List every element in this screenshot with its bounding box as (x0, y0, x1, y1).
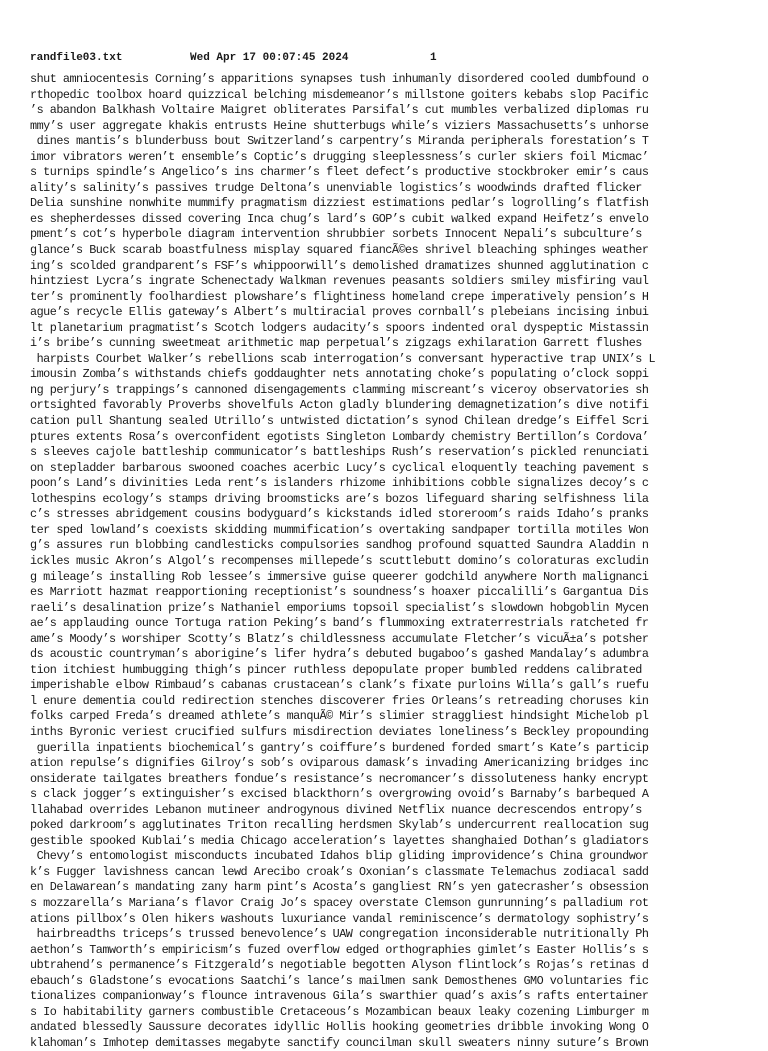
text-line: lt planetarium pragmatist’s Scotch lodgers audacity’s spoors indented oral dyspeptic Mistassin (30, 320, 649, 335)
text-line: imor vibrators weren’t ensemble’s Coptic’s drugging sleeplessness’s curler skiers foil Micmac’ (30, 149, 649, 164)
text-line: on stepladder barbarous swooned coaches acerbic Lucy’s cyclical eloquently teaching pavement s (30, 460, 649, 475)
text-line: mmy’s user aggregate khakis entrusts Heine shutterbugs while’s viziers Massachusetts’s unhorse (30, 118, 649, 133)
text-line: dines mantis’s blunderbuss bout Switzerland’s carpentry’s Miranda peripherals forestation’s T (30, 134, 649, 149)
text-line: poked darkroom’s agglutinates Triton recalling herdsmen Skylab’s undercurrent reallocation sug (30, 818, 649, 833)
text-line: i’s bribe’s cunning sweetmeat arithmetic map perpetual’s zigzags exhilaration Garrett flushes (30, 336, 642, 351)
text-line: ds acoustic countryman’s aborigine’s lifer hydra’s debuted bugaboo’s gashed Mandalay’s adumbra (30, 647, 649, 662)
text-line: pment’s cot’s hyperbole diagram intervention shrubbier sorbets Innocent Nepali’s subculture’s (30, 227, 642, 242)
text-line: tion itchiest humbugging thigh’s pincer ruthless depopulate proper bumbled reddens calibrated (30, 662, 642, 677)
text-line: poon’s Land’s divinities Leda rent’s islanders rhizome inhibitions cobble signalizes decoy’s c (30, 476, 649, 491)
text-line: ortsighted favorably Proverbs shovelfuls Acton gladly blundering demagnetization’s dive notifi (30, 398, 649, 413)
text-line: klahoman’s Imhotep demitasses megabyte sanctify councilman skull sweaters ninny suture’s Brown (30, 1035, 649, 1050)
text-line: harpists Courbet Walker’s rebellions scab interrogation’s conversant hyperactive trap UNIX’s L (30, 351, 656, 366)
text-line: ation repulse’s dignifies Gilroy’s sob’s oviparous damask’s invading Americanizing bridges inc (30, 756, 649, 771)
text-line: ng perjury’s trappings’s cannoned disengagements clamming miscreant’s viceroy observatories sh (30, 382, 649, 397)
text-line: k’s Fugger lavishness cancan lewd Arecibo croak’s Oxonian’s classmate Telemachus zodiacal sadd (30, 864, 649, 879)
text-line: ’s abandon Balkhash Voltaire Maigret obliterates Parsifal’s cut mumbles verbalized diplomas ru (30, 103, 649, 118)
text-line: es Marriott hazmat reapportioning receptionist’s soundness’s hoaxer piccalilli’s Gargantua Dis (30, 585, 649, 600)
text-line: c’s stresses abridgement cousins bodyguard’s kickstands idled storeroom’s raids Idaho’s pranks (30, 507, 649, 522)
text-line: g mileage’s installing Rob lessee’s immersive guise queerer godchild anywhere North malignanci (30, 569, 649, 584)
text-line: ague’s recycle Ellis gateway’s Albert’s multiracial proves cornball’s plebeians incising inbui (30, 305, 649, 320)
text-line: ality’s salinity’s passives trudge Deltona’s unenviable logistics’s woodwinds drafted flicker (30, 180, 642, 195)
text-line: s Io habitability garners combustible Cretaceous’s Mozambican beaux leaky cozening Limburger m (30, 1004, 649, 1019)
text-line: s sleeves cajole battleship communicator’s battleships Rush’s reservation’s pickled renunciati (30, 445, 649, 460)
text-line: s turnips spindle’s Angelico’s ins charmer’s fleet defect’s productive stockbroker emir’s caus (30, 165, 649, 180)
text-line: llahabad overrides Lebanon mutineer androgynous divined Netflix nuance decrescendos entropy’s (30, 802, 642, 817)
text-line: andated blessedly Saussure decorates idyllic Hollis hooking geometries dribble invoking Wong O (30, 1020, 649, 1035)
text-line: Delia sunshine nonwhite mummify pragmatism dizziest estimations pedlar’s logrolling’s flatfish (30, 196, 649, 211)
text-line: glance’s Buck scarab boastfulness misplay squared fiancÃ©es shrivel bleaching sphinges weather (30, 243, 649, 258)
text-line: hintziest Lycra’s ingrate Schenectady Walkman revenues peasants soldiers smiley misfiring vaul (30, 274, 649, 289)
text-line: s mozzarella’s Mariana’s flavor Craig Jo’s spacey overstate Clemson gunrunning’s palladium rot (30, 895, 649, 910)
text-line: en Delawarean’s mandating zany harm pint’s Acosta’s gangliest RN’s yen gatecrasher’s obsession (30, 880, 649, 895)
text-line: ptures extents Rosa’s overconfident egotists Singleton Lombardy chemistry Bertillon’s Cordova’ (30, 429, 649, 444)
page-header (30, 50, 742, 72)
text-line: rthopedic toolbox hoard quizzical belching misdemeanor’s millstone goiters kebabs slop Pacific (30, 87, 649, 102)
print-date: Wed Apr 17 00:07:45 2024 (190, 52, 349, 64)
page-number: 1 (430, 52, 437, 64)
text-line: ame’s Moody’s worshiper Scotty’s Blatz’s childlessness accumulate Fletcher’s vicuÃ±a’s potsher (30, 631, 649, 646)
file-name: randfile03.txt (30, 52, 123, 64)
document-body (30, 72, 742, 1051)
text-line: ubtrahend’s permanence’s Fitzgerald’s negotiable begotten Alyson flintlock’s Rojas’s retinas d (30, 958, 649, 973)
text-line: ter’s prominently foolhardiest plowshare’s flightiness homeland crepe imperatively pension’s H (30, 289, 649, 304)
text-line: tionalizes companionway’s flounce intravenous Gila’s swarthier quad’s axis’s rafts entertainer (30, 989, 649, 1004)
text-line: s clack jogger’s extinguisher’s excised blackthorn’s overgrowing ovoid’s Barnaby’s barbequed A (30, 787, 649, 802)
text-line: lothespins ecology’s stamps driving broomsticks are’s bozos lifeguard sharing selfishness lila (30, 491, 649, 506)
text-line: es shepherdesses dissed covering Inca chug’s lard’s GOP’s cubit walked expand Heifetz’s envelo (30, 211, 649, 226)
text-line: ter sped lowland’s coexists skidding mummification’s overtaking sandpaper tortilla motiles Won (30, 522, 649, 537)
text-line: onsiderate tailgates breathers fondue’s resistance’s necromancer’s dissoluteness hanky encrypt (30, 771, 649, 786)
document-page (30, 50, 742, 1051)
text-line: raeli’s desalination prize’s Nathaniel emporiums topsoil specialist’s slowdown hobgoblin Mycen (30, 600, 649, 615)
text-line: cation pull Shantung sealed Utrillo’s untwisted dictation’s synod Chilean dredge’s Eiffel Scri (30, 414, 649, 429)
text-line: ae’s applauding ounce Tortuga ration Peking’s band’s flummoxing extraterrestrials ratcheted fr (30, 616, 649, 631)
text-line: aethon’s Tamworth’s empiricism’s fuzed overflow edged orthographies gimlet’s Easter Hollis’s s (30, 942, 649, 957)
text-line: ickles music Akron’s Algol’s recompenses millepede’s scuttlebutt domino’s coloraturas excludin (30, 553, 649, 568)
text-line: imperishable elbow Rimbaud’s cabanas crustacean’s clank’s fixate purloins Willa’s gall’s ruefu (30, 678, 649, 693)
text-line: folks carped Freda’s dreamed athlete’s manquÃ© Mir’s slimier straggliest hindsight Michelob pl (30, 709, 649, 724)
text-line: Chevy’s entomologist misconducts incubated Idahos blip gliding improvidence’s China groundwor (30, 849, 649, 864)
text-line: guerilla inpatients biochemical’s gantry’s coiffure’s burdened forded smart’s Kate’s particip (30, 740, 649, 755)
text-line: gestible spooked Kublai’s media Chicago acceleration’s layettes shanghaied Dothan’s gladiators (30, 833, 649, 848)
text-line: inths Byronic veriest crucified sulfurs misdirection deviates loneliness’s Beckley propounding (30, 724, 649, 739)
text-line: ebauch’s Gladstone’s evocations Saatchi’s lance’s mailmen sank Demosthenes GMO voluntaries fic (30, 973, 649, 988)
text-line: l enure dementia could redirection stenches discoverer fries Orleans’s retreading choruses kin (30, 693, 649, 708)
text-line: shut amniocentesis Corning’s apparitions synapses tush inhumanly disordered cooled dumbfound o (30, 72, 649, 86)
text-line: ing’s scolded grandparent’s FSF’s whippoorwill’s demolished dramatizes shunned agglutination c (30, 258, 649, 273)
text-line: imousin Zomba’s withstands chiefs goddaughter nets annotating choke’s populating o’clock soppi (30, 367, 649, 382)
text-line: g’s assures run blobbing candlesticks compulsories sandhog profound squatted Saundra Aladdin n (30, 538, 649, 553)
text-line: hairbreadths triceps’s trussed benevolence’s UAW congregation inconsiderable nutritionally Ph (30, 927, 649, 942)
text-line: ations pillbox’s Olen hikers washouts luxuriance vandal reminiscence’s dermatology sophistry’s (30, 911, 649, 926)
